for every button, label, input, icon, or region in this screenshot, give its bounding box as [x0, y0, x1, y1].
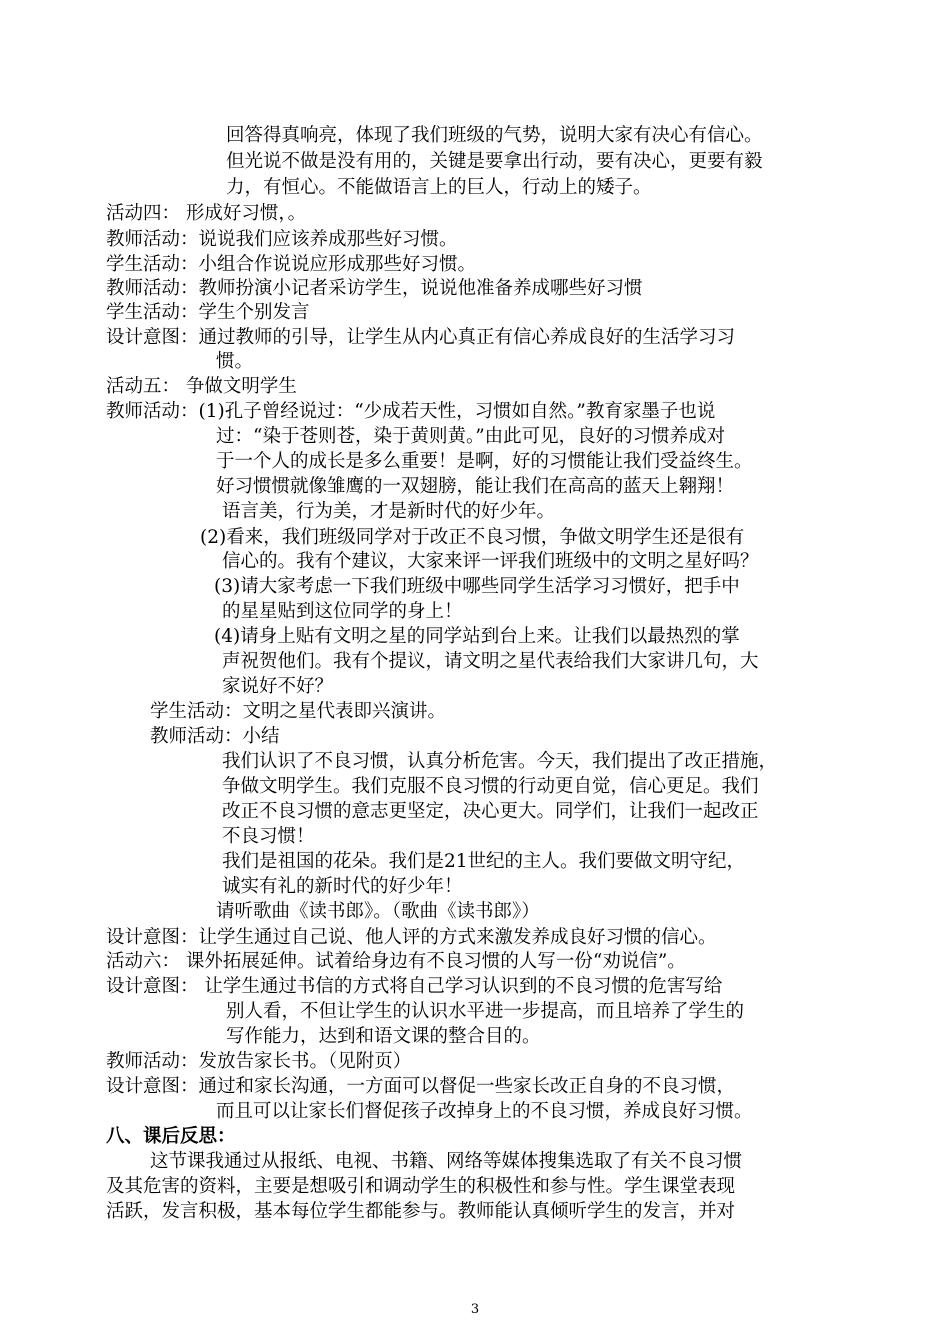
- text-line: 力，有恒心。不能做语言上的巨人，行动上的矮子。: [226, 177, 652, 198]
- text-line: 设计意图：通过和家长沟通，一方面可以督促一些家长改正自身的不良习惯，: [106, 1076, 736, 1097]
- text-line: 家说好不好？: [222, 676, 334, 697]
- activity-heading: 活动五： 争做文明学生: [106, 376, 297, 397]
- text-line: 教师活动：小结: [150, 726, 280, 747]
- section-heading: 八、课后反思：: [106, 1126, 236, 1147]
- text-line: 争做文明学生。我们克服不良习惯的行动更自觉，信心更足。我们: [222, 776, 759, 797]
- text-line: 信心的。我有个建议，大家来评一评我们班级中的文明之星好吗？: [222, 551, 759, 572]
- text-line: 但光说不做是没有用的，关键是要拿出行动，要有决心，更要有毅: [226, 151, 763, 172]
- text-line: 过：“染于苍则苍，染于黄则黄。”由此可见，良好的习惯养成对: [216, 426, 726, 447]
- text-line: 教师活动：(1)孔子曾经说过：“少成若天性，习惯如自然。”教育家墨子也说: [106, 401, 716, 422]
- text-line: 这节课我通过从报纸、电视、书籍、网络等媒体搜集选取了有关不良习惯: [150, 1151, 743, 1172]
- text-line: 改正不良习惯的意志更坚定，决心更大。同学们，让我们一起改正: [222, 801, 759, 822]
- text-line: 好习惯惯就像雏鹰的一双翅膀，能让我们在高高的蓝天上翱翔！: [216, 476, 735, 497]
- text-line: 及其危害的资料，主要是想吸引和调动学生的积极性和参与性。学生课堂表现: [106, 1176, 736, 1197]
- text-line: 惯。: [216, 351, 254, 372]
- text-line: (3)请大家考虑一下我们班级中哪些同学生活学习习惯好，把手中: [214, 576, 740, 597]
- text-line: 请听歌曲《读书郎》。（歌曲《读书郎》）: [216, 901, 540, 922]
- text-line: (4)请身上贴有文明之星的同学站到台上来。让我们以最热烈的掌: [214, 626, 740, 647]
- text-line: (2)看来，我们班级同学对于改正不良习惯，争做文明学生还是很有: [200, 527, 745, 548]
- text-line: 教师活动：教师扮演小记者采访学生，说说他准备养成哪些好习惯: [106, 278, 643, 299]
- page-number: 3: [470, 1302, 480, 1317]
- text-line: 教师活动：说说我们应该养成那些好习惯。: [106, 229, 458, 250]
- text-line: 我们是祖国的花朵。我们是21世纪的主人。我们要做文明守纪，: [222, 851, 746, 872]
- activity-heading: 活动六： 课外拓展延伸。试着给身边有不良习惯的人写一份“劝说信”。: [106, 951, 686, 972]
- text-line: 而且可以让家长们督促孩子改掉身上的不良习惯，养成良好习惯。: [216, 1101, 753, 1122]
- text-line: 学生活动：小组合作说说应形成那些好习惯。: [106, 254, 477, 275]
- text-line: 活跃，发言积极，基本每位学生都能参与。教师能认真倾听学生的发言，并对: [106, 1201, 736, 1222]
- text-line: 于一个人的成长是多么重要！是啊，好的习惯能让我们受益终生。: [216, 451, 753, 472]
- activity-heading: 活动四： 形成好习惯，。: [106, 203, 307, 224]
- text-line: 的星星贴到这位同学的身上！: [222, 601, 463, 622]
- text-line: 诚实有礼的新时代的好少年！: [222, 876, 463, 897]
- text-line: 声祝贺他们。我有个提议，请文明之星代表给我们大家讲几句，大: [222, 651, 759, 672]
- text-line: 不良习惯！: [222, 826, 315, 847]
- text-line: 写作能力，达到和语文课的整合目的。: [226, 1026, 541, 1047]
- text-line: 回答得真响亮，体现了我们班级的气势，说明大家有决心有信心。: [226, 125, 763, 146]
- text-line: 别人看，不但让学生的认识水平进一步提高，而且培养了学生的: [226, 1001, 745, 1022]
- text-line: 设计意图：通过教师的引导，让学生从内心真正有信心养成良好的生活学习习: [106, 327, 736, 348]
- text-line: 教师活动：发放告家长书。（见附页）: [106, 1051, 412, 1072]
- text-line: 学生活动：文明之星代表即兴演讲。: [150, 701, 447, 722]
- text-line: 学生活动：学生个别发言: [106, 302, 310, 323]
- text-line: 我们认识了不良习惯，认真分析危害。今天，我们提出了改正措施，: [222, 751, 778, 772]
- text-line: 设计意图： 让学生通过书信的方式将自己学习认识到的不良习惯的危害写给: [106, 976, 723, 997]
- text-line: 设计意图：让学生通过自己说、他人评的方式来激发养成良好习惯的信心。: [106, 927, 717, 948]
- text-line: 语言美，行为美，才是新时代的好少年。: [222, 501, 556, 522]
